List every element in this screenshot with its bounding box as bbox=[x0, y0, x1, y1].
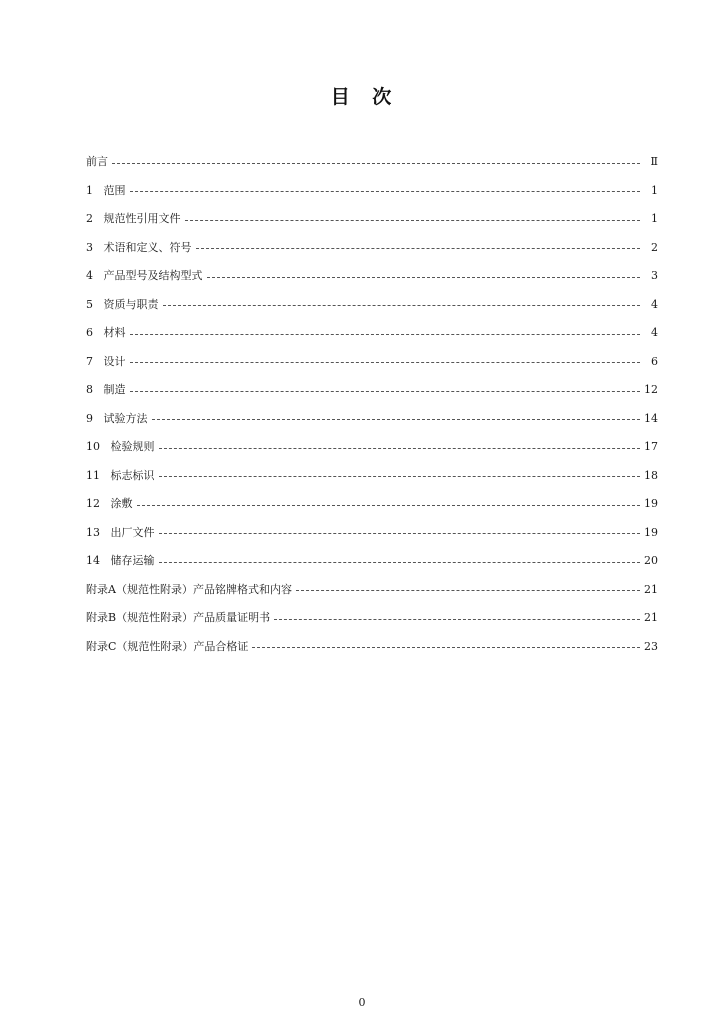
toc-entry-scope[interactable] bbox=[86, 177, 658, 206]
dot-leader bbox=[159, 533, 641, 534]
toc-entry-number: 5 bbox=[86, 297, 104, 311]
toc-entry-number: 9 bbox=[86, 411, 104, 425]
toc-entry-storage-transport[interactable] bbox=[86, 547, 658, 576]
dot-leader bbox=[274, 619, 640, 620]
toc-entry-inspection-rules[interactable] bbox=[86, 433, 658, 462]
toc-entry-appendix-a[interactable] bbox=[86, 576, 658, 605]
toc-entry-product-model[interactable] bbox=[86, 262, 658, 291]
dot-leader bbox=[130, 191, 641, 192]
toc-entry-page: 12 bbox=[644, 383, 658, 397]
toc-entry-title: 设计 bbox=[103, 354, 126, 368]
toc-entry-title: 制造 bbox=[103, 383, 126, 397]
toc-entry-materials[interactable] bbox=[86, 319, 658, 348]
toc-entry-number: 12 bbox=[86, 497, 111, 511]
toc-entry-number: 14 bbox=[86, 554, 111, 568]
toc-entry-number: 2 bbox=[86, 212, 104, 226]
toc-entry-number: 6 bbox=[86, 326, 104, 340]
table-of-contents bbox=[86, 148, 658, 661]
toc-entry-title: 储存运输 bbox=[110, 554, 155, 568]
toc-entry-test-methods[interactable] bbox=[86, 405, 658, 434]
toc-entry-title: 涂敷 bbox=[110, 497, 133, 511]
toc-entry-title: 标志标识 bbox=[110, 468, 155, 482]
toc-entry-page: 20 bbox=[644, 554, 658, 568]
dot-leader bbox=[130, 391, 641, 392]
toc-entry-delivery-documents[interactable] bbox=[86, 519, 658, 548]
page-title: 目 次 bbox=[330, 86, 394, 108]
toc-entry-page: Ⅱ bbox=[650, 155, 658, 169]
toc-entry-normative-references[interactable] bbox=[86, 205, 658, 234]
toc-entry-number: 10 bbox=[86, 440, 111, 454]
dot-leader bbox=[112, 163, 640, 164]
toc-entry-marking[interactable] bbox=[86, 462, 658, 491]
dot-leader bbox=[159, 562, 641, 563]
toc-entry-page: 2 bbox=[651, 240, 658, 254]
toc-entry-title: 规范性引用文件 bbox=[103, 212, 181, 226]
toc-entry-terms-definitions[interactable] bbox=[86, 234, 658, 263]
toc-entry-foreword[interactable] bbox=[86, 148, 658, 177]
toc-entry-title: 出厂文件 bbox=[110, 525, 155, 539]
dot-leader bbox=[296, 590, 640, 591]
toc-entry-number: 3 bbox=[86, 240, 104, 254]
dot-leader bbox=[207, 277, 641, 278]
toc-entry-title: 检验规则 bbox=[110, 440, 155, 454]
toc-entry-page: 3 bbox=[651, 269, 658, 283]
toc-entry-title: 范围 bbox=[103, 183, 126, 197]
toc-entry-design[interactable] bbox=[86, 348, 658, 377]
toc-entry-title: 材料 bbox=[103, 326, 126, 340]
toc-entry-page: 23 bbox=[644, 639, 658, 653]
dot-leader bbox=[152, 419, 641, 420]
toc-entry-appendix-b[interactable] bbox=[86, 604, 658, 633]
toc-entry-page: 19 bbox=[644, 525, 658, 539]
toc-entry-title: 附录A（规范性附录）产品铭牌格式和内容 bbox=[86, 582, 292, 596]
toc-entry-appendix-c[interactable] bbox=[86, 633, 658, 662]
toc-entry-title: 资质与职责 bbox=[103, 297, 159, 311]
toc-entry-title: 附录B（规范性附录）产品质量证明书 bbox=[86, 611, 271, 625]
toc-entry-page: 21 bbox=[644, 582, 658, 596]
toc-entry-title: 产品型号及结构型式 bbox=[103, 269, 203, 283]
toc-entry-page: 4 bbox=[651, 297, 658, 311]
toc-entry-page: 21 bbox=[644, 611, 658, 625]
toc-entry-manufacturing[interactable] bbox=[86, 376, 658, 405]
toc-entry-page: 4 bbox=[651, 326, 658, 340]
toc-entry-number: 7 bbox=[86, 354, 104, 368]
toc-entry-number: 11 bbox=[86, 468, 111, 482]
dot-leader bbox=[130, 334, 641, 335]
toc-entry-page: 6 bbox=[651, 354, 658, 368]
dot-leader bbox=[159, 476, 641, 477]
toc-entry-page: 17 bbox=[644, 440, 658, 454]
dot-leader bbox=[159, 448, 641, 449]
toc-entry-page: 19 bbox=[644, 497, 658, 511]
toc-entry-title: 前言 bbox=[86, 155, 108, 169]
dot-leader bbox=[185, 220, 641, 221]
toc-entry-coating[interactable] bbox=[86, 490, 658, 519]
toc-entry-page: 1 bbox=[651, 183, 658, 197]
toc-entry-number: 1 bbox=[86, 183, 104, 197]
toc-entry-number: 4 bbox=[86, 269, 104, 283]
toc-entry-page: 1 bbox=[651, 212, 658, 226]
toc-entry-qualifications[interactable] bbox=[86, 291, 658, 320]
dot-leader bbox=[196, 248, 641, 249]
toc-entry-number: 13 bbox=[86, 525, 111, 539]
dot-leader bbox=[137, 505, 641, 506]
page-number: 0 bbox=[358, 996, 366, 1009]
dot-leader bbox=[252, 647, 640, 648]
toc-entry-page: 18 bbox=[644, 468, 658, 482]
toc-entry-title: 术语和定义、符号 bbox=[103, 240, 192, 254]
toc-entry-title: 试验方法 bbox=[103, 411, 148, 425]
toc-entry-title: 附录C（规范性附录）产品合格证 bbox=[86, 639, 249, 653]
dot-leader bbox=[130, 362, 641, 363]
toc-entry-number: 8 bbox=[86, 383, 104, 397]
toc-entry-page: 14 bbox=[644, 411, 658, 425]
dot-leader bbox=[163, 305, 641, 306]
